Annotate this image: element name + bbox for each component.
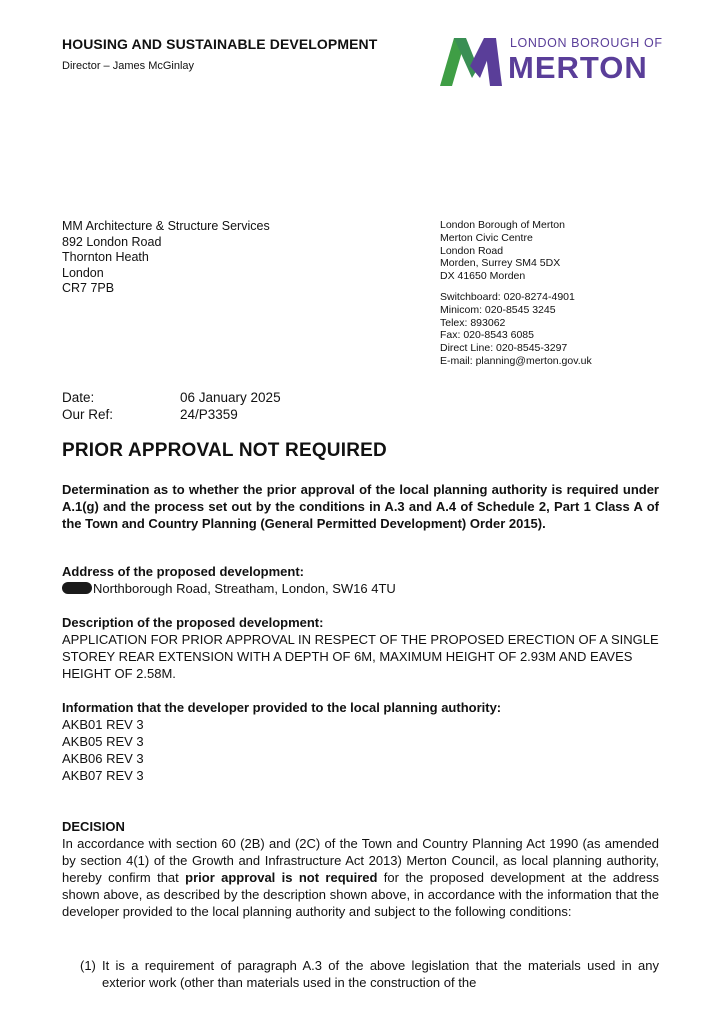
ref-value: 24/P3359 xyxy=(180,407,238,422)
contact-direct-line: Direct Line: 020-8545-3297 xyxy=(440,342,568,355)
condition-item xyxy=(80,957,659,991)
council-address xyxy=(440,219,592,368)
contact-fax: Fax: 020-8543 6085 xyxy=(440,329,534,342)
contact-minicom: Minicom: 020-8545 3245 xyxy=(440,303,556,316)
redacted-house-number xyxy=(62,582,92,594)
description-text: APPLICATION FOR PRIOR APPROVAL IN RESPECT OF THE PROPOSED ERECTION OF A SINGLE STOREY REAR EXTENSION WITH A DEPTH OF 6M, MAXIMUM HEIGHT OF 2.93M AND EAVES HEIGHT OF 2.58M. xyxy=(62,632,659,681)
recipient-line: Thornton Heath xyxy=(62,250,149,264)
address-text: Northborough Road, Streatham, London, SW16 4TU xyxy=(93,581,396,596)
condition-number: (1) xyxy=(80,958,96,973)
council-address-line: Morden, Surrey SM4 5DX xyxy=(440,257,561,270)
decision-text-bold: prior approval is not required xyxy=(185,870,378,885)
date-value: 06 January 2025 xyxy=(180,390,281,405)
decision-section xyxy=(62,818,659,920)
document-title: PRIOR APPROVAL NOT REQUIRED xyxy=(62,440,387,461)
contact-switchboard: Switchboard: 020-8274-4901 xyxy=(440,290,575,303)
ref-label: Our Ref: xyxy=(62,407,114,422)
determination-text: Determination as to whether the prior approval of the local planning authority is required under A.1(g) and the process set out by the conditions in A.3 and A.4 of Schedule 2, Part 1 Class A of the Town and Country Planning (General Permitted Development) Order 2015). xyxy=(62,482,659,531)
logo-main-text: MERTON xyxy=(508,50,648,85)
director-name: Director – James McGinlay xyxy=(62,60,195,72)
decision-heading: DECISION xyxy=(62,819,125,834)
council-address-line: Merton Civic Centre xyxy=(440,231,533,244)
recipient-line: CR7 7PB xyxy=(62,281,115,295)
description-section xyxy=(62,614,662,682)
recipient-line: London xyxy=(62,265,104,280)
council-address-line: London Road xyxy=(440,244,504,257)
decision-text xyxy=(62,835,659,920)
address-heading: Address of the proposed development: xyxy=(62,564,304,579)
recipient-line: MM Architecture & Structure Services xyxy=(62,219,270,233)
decision-text-before: In accordance with section 60 (2B) and (2C) of the Town and Country Planning Act 1990 (as amended by section 4(1) of the Growth and Infrastructure Act 2013) Merton Council, as local planning authority, hereby confirm that xyxy=(62,836,659,885)
council-address-line: DX 41650 Morden xyxy=(440,270,526,283)
council-address-line: London Borough of Merton xyxy=(440,219,565,231)
decision-text-after: for the proposed development at the address shown above, as described by the description shown above, in accordance with the information that the developer provided to the local planning authority and subject to the following conditions: xyxy=(62,870,660,919)
contact-email: E-mail: planning@merton.gov.uk xyxy=(440,354,592,367)
drawing-ref: AKB01 REV 3 xyxy=(62,717,144,732)
merton-logo-mark-icon xyxy=(440,34,502,88)
merton-logo xyxy=(440,30,670,90)
drawing-ref: AKB06 REV 3 xyxy=(62,751,144,766)
drawing-ref: AKB07 REV 3 xyxy=(62,768,144,783)
info-section xyxy=(62,699,662,784)
info-heading: Information that the developer provided to the local planning authority: xyxy=(62,700,502,715)
contact-telex: Telex: 893062 xyxy=(440,316,506,329)
department-heading: HOUSING AND SUSTAINABLE DEVELOPMENT xyxy=(62,36,378,52)
recipient-address xyxy=(62,219,270,297)
recipient-line: 892 London Road xyxy=(62,234,162,249)
condition-text: It is a requirement of paragraph A.3 of the above legislation that the materials used in any exterior work (other than materials used in the construction of the xyxy=(102,958,659,990)
drawing-ref: AKB05 REV 3 xyxy=(62,734,144,749)
date-label: Date: xyxy=(62,390,95,405)
description-heading: Description of the proposed development: xyxy=(62,615,324,630)
logo-top-text: LONDON BOROUGH OF xyxy=(510,36,663,50)
address-section xyxy=(62,563,662,597)
letter-meta xyxy=(62,389,281,423)
